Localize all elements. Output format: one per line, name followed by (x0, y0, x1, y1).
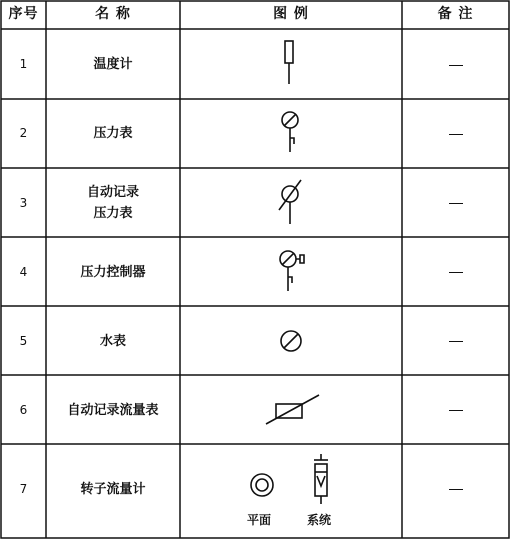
note-dash (449, 65, 463, 66)
water-meter-symbol (278, 328, 304, 354)
row-name-line2: 压力表 (93, 206, 133, 221)
row-number: 2 (19, 126, 28, 140)
header-symbol: 图 例 (273, 6, 309, 22)
row-number: 4 (19, 265, 28, 279)
recording-flow-meter-symbol (263, 392, 323, 428)
note-dash (449, 203, 463, 204)
row-number: 1 (19, 57, 28, 71)
rotameter-system-symbol (306, 452, 336, 506)
row-number: 7 (19, 482, 28, 496)
note-dash (449, 272, 463, 273)
row-number: 5 (19, 334, 28, 348)
thermometer-symbol (280, 40, 300, 88)
note-dash (449, 410, 463, 411)
row-name: 压力控制器 (80, 265, 146, 280)
row-name: 水表 (99, 334, 126, 349)
rotameter-system-label: 系统 (307, 513, 332, 527)
row-number: 6 (19, 403, 28, 417)
row-name: 转子流量计 (80, 482, 146, 497)
row-name: 自动记录流量表 (67, 403, 159, 418)
row-name-line1: 自动记录 (86, 185, 139, 200)
rotameter-plan-label: 平面 (247, 513, 272, 527)
note-dash (449, 341, 463, 342)
pressure-gauge-symbol (278, 110, 302, 156)
rotameter-plan-symbol (247, 470, 277, 500)
row-name: 温度计 (93, 57, 133, 72)
header-note: 备 注 (437, 6, 474, 22)
row-number: 3 (19, 196, 28, 210)
header-number: 序号 (8, 6, 39, 22)
row-name: 压力表 (93, 126, 133, 141)
pressure-controller-symbol (276, 249, 306, 295)
recording-pressure-gauge-symbol (275, 178, 305, 228)
header-name: 名 称 (95, 6, 131, 22)
note-dash (449, 134, 463, 135)
note-dash (449, 489, 463, 490)
